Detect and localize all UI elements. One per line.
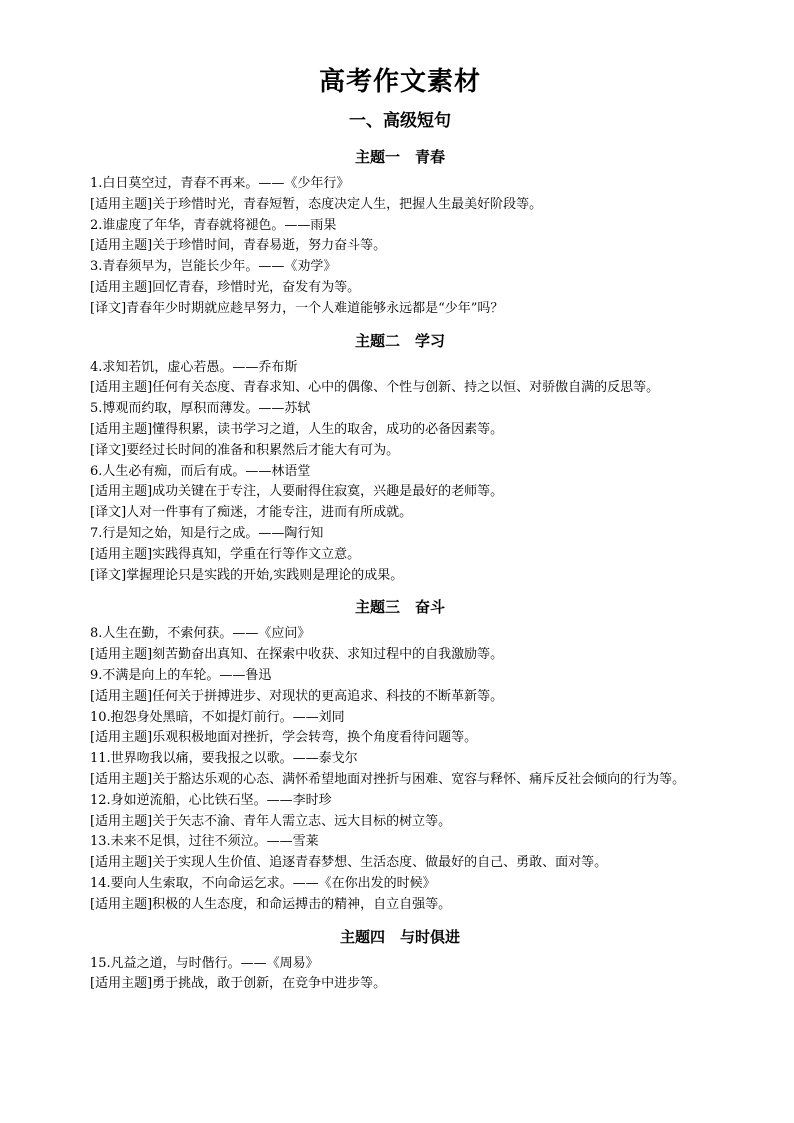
quote-line: 2.谁虚度了年华，青春就将褪色。——雨果: [90, 217, 337, 233]
theme-heading: 主题一 青春: [354, 148, 445, 166]
applicable-theme-line: [适用主题]懂得积累，读书学习之道，人生的取舍，成功的必备因素等。: [90, 421, 504, 437]
applicable-theme-line: [适用主题]任何有关态度、青春求知、心中的偶像、个性与创新、持之以恒、对骄傲自满的反思等。: [90, 380, 660, 396]
applicable-theme-line: [适用主题]实践得真知，学重在行等作文立意。: [90, 546, 361, 562]
applicable-theme-line: [适用主题]成功关键在于专注，人要耐得住寂寞，兴趣是最好的老师等。: [90, 484, 504, 500]
translation-line: [译文]青春年少时期就应趁早努力，一个人难道能够永远都是“少年”吗？: [90, 300, 504, 316]
translation-line: [译文]人对一件事有了痴迷，才能专注，进而有所成就。: [90, 505, 413, 521]
applicable-theme-line: [适用主题]关于实现人生价值、追逐青春梦想、生活态度、做最好的自己、勇敢、面对等。: [90, 855, 608, 871]
translation-line: [译文]掌握理论只是实践的开始,实践则是理论的成果。: [90, 567, 404, 583]
themes-container: [60, 144, 740, 995]
quote-line: 5.博观而约取，厚积而薄发。——苏轼: [90, 401, 311, 417]
applicable-theme-line: [适用主题]关于矢志不渝、青年人需立志、远大目标的树立等。: [90, 813, 452, 829]
quote-line: 13.未来不足惧，过往不须泣。——雪莱: [90, 834, 319, 850]
translation-line: [译文]要经过长时间的准备和积累然后才能大有可为。: [90, 442, 400, 458]
applicable-theme-line: [适用主题]勇于挑战，敢于创新，在竞争中进步等。: [90, 976, 387, 992]
theme-heading: 主题四 与时俱进: [339, 927, 460, 946]
quote-line: 1.白日莫空过，青春不再来。——《少年行》: [90, 176, 350, 191]
applicable-theme-line: [适用主题]关于珍惜时间，青春易逝，努力奋斗等。: [90, 238, 387, 254]
section-subtitle: 一、高级短句: [349, 111, 451, 131]
quote-line: 3.青春须早为，岂能长少年。——《劝学》: [90, 259, 337, 275]
applicable-theme-line: [适用主题]积极的人生态度，和命运搏击的精神，自立自强等。: [90, 896, 452, 912]
applicable-theme-line: [适用主题]关于珍惜时光，青春短暂，态度决定人生，把握人生最美好阶段等。: [90, 196, 543, 212]
theme-heading: 主题二 学习: [354, 331, 445, 350]
quote-line: 15.凡益之道，与时偕行。——《周易》: [90, 955, 319, 971]
document-page: [60, 64, 740, 995]
quote-line: 8.人生在勤，不索何获。——《应问》: [90, 626, 311, 642]
quote-line: 6.人生必有痴，而后有成。——林语堂: [90, 463, 311, 479]
quote-line: 11.世界吻我以痛，要我报之以歌。——泰戈尔: [90, 751, 358, 767]
applicable-theme-line: [适用主题]任何关于拼搏进步、对现状的更高追求、科技的不断革新等。: [90, 688, 504, 704]
quote-line: 4.求知若饥，虚心若愚。——乔布斯: [90, 359, 298, 375]
applicable-theme-line: [适用主题]回忆青春，珍惜时光，奋发有为等。: [90, 279, 361, 295]
theme-heading: 主题三 奋斗: [354, 598, 445, 617]
applicable-theme-line: [适用主题]刻苦勤奋出真知、在探索中收获、求知过程中的自我激励等。: [90, 647, 504, 663]
quote-line: 14.要向人生索取，不向命运乞求。——《在你出发的时候》: [90, 875, 436, 891]
quote-line: 7.行是知之始，知是行之成。——陶行知: [90, 525, 324, 541]
quote-line: 9.不满是向上的车轮。——鲁迅: [90, 667, 272, 683]
quote-line: 12.身如逆流船，心比铁石坚。——李时珍: [90, 792, 332, 808]
applicable-theme-line: [适用主题]关于豁达乐观的心态、满怀希望地面对挫折与困难、宽容与释怀、痛斥反社会倾向的行为等。: [90, 771, 686, 787]
document-title: 高考作文素材: [318, 67, 481, 97]
applicable-theme-line: [适用主题]乐观积极地面对挫折，学会转弯，换个角度看待问题等。: [90, 730, 478, 746]
quote-line: 10.抱怨身处黑暗，不如提灯前行。——刘同: [90, 709, 345, 725]
